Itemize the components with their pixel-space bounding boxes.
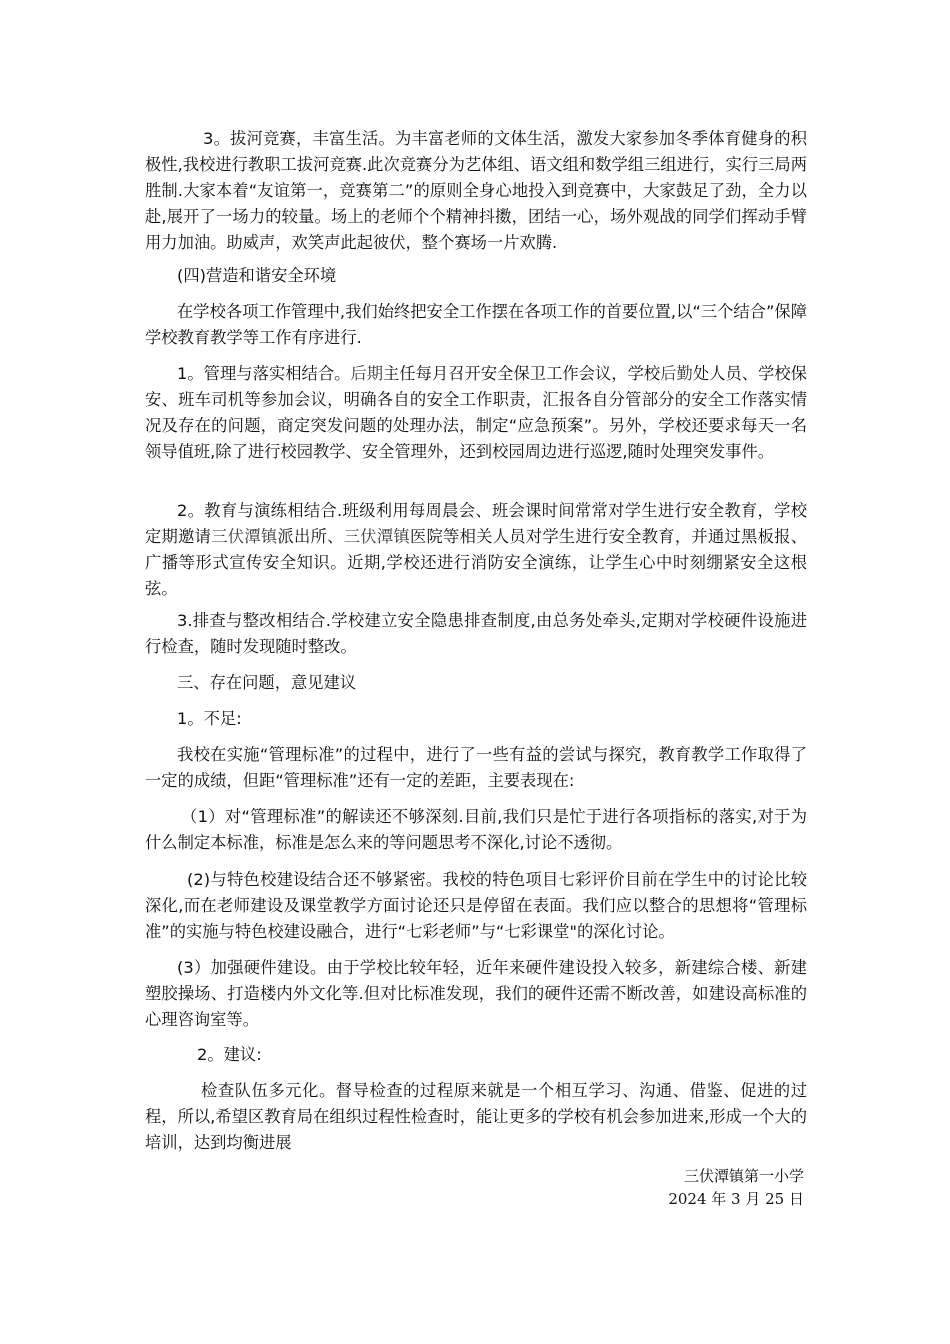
text-run: 主任每月召开安全保卫工作会议，学校 (383, 364, 661, 383)
body-text: 在学校各项工作管理中,我们始终把安全工作摆在各项工作的首要位置,以“三个结合”保障学校教育教学等工作有序进行. (145, 302, 807, 347)
text-run-serif: 后勤 (660, 364, 693, 383)
text-run-serif: 三伏潭镇 (211, 527, 278, 546)
paragraph-inspection (145, 608, 807, 660)
body-text: (3）加强硬件建设。由于学校比较年轻，近年来硬件建设投入较多，新建综合楼、新建塑胶操场、打造楼内外文化等.但对比标准发现，我们的硬件还需不断改善，如建设高标准的心理咨询室等。 (145, 958, 807, 1029)
paragraph-point-3 (145, 955, 807, 1033)
paragraph-tug-of-war (145, 126, 807, 256)
text-run-serif: 三伏潭镇 (343, 527, 410, 546)
paragraph-point-2 (145, 867, 807, 945)
heading-shortcomings (145, 706, 807, 732)
signature-school: 三伏潭镇第一小学 (683, 1167, 804, 1185)
text-run-serif: 后期 (350, 364, 384, 383)
paragraph-standard-intro (145, 742, 807, 794)
heading-suggestions (145, 1042, 807, 1068)
section-heading: 三、存在问题，意见建议 (177, 673, 357, 692)
section-heading: 1。不足: (177, 709, 242, 728)
body-text: 3.排查与整改相结合.学校建立安全隐患排查制度,由总务处牵头,定期对学校硬件设施进行检查，随时发现随时整改。 (145, 611, 807, 656)
signature-date: 2024 年 3 月 25 日 (668, 1190, 804, 1208)
section-heading: (四)营造和谐安全环境 (177, 266, 337, 285)
body-text: 检查队伍多元化。督导检查的过程原来就是一个相互学习、沟通、借鉴、促进的过程，所以,希望区教育局在组织过程性检查时，能让更多的学校有机会参加进来,形成一个大的培训，达到均衡进展 (145, 1081, 807, 1152)
body-text: （1）对“管理标准”的解读还不够深刻.目前,我们只是忙于进行各项指标的落实,对于为什么制定本标准，标准是怎么来的等问题思考不深化,讨论不透彻。 (145, 807, 807, 852)
body-text: (2)与特色校建设结合还不够紧密。我校的特色项目七彩评价目前在学生中的讨论比较深化,而在老师建设及课堂教学方面讨论还只是停留在表面。我们应以整合的思想将“管理标准”的实施与特色校建设融合，进行“七彩老师”与“七彩课堂"的深化讨论。 (145, 870, 807, 941)
section-heading: 2。建议: (197, 1045, 262, 1064)
heading-problems (145, 670, 807, 696)
heading-safety-environment (145, 263, 807, 289)
body-text (145, 498, 807, 602)
body-text: 3。拔河竞赛，丰富生活。为丰富老师的文体生活，激发大家参加冬季体育健身的积极性,我校进行教职工拔河竞赛.此次竞赛分为艺体组、语文组和数学组三组进行，实行三局两胜制.大家本着“友谊第一，竞赛第二”的原则全身心地投入到竞赛中，大家鼓足了劲，全力以赴,展开了一场力的较量。场上的老师个个精神抖擞，团结一心，场外观战的同学们挥动手臂用力加油。助威声，欢笑声此起彼伏，整个赛场一片欢腾. (145, 129, 807, 252)
body-text: 我校在实施“管理标准”的过程中，进行了一些有益的尝试与探究，教育教学工作取得了一定的成绩，但距“管理标准”还有一定的差距，主要表现在: (145, 745, 807, 790)
paragraph-suggestion (145, 1078, 807, 1156)
paragraph-point-1 (145, 804, 807, 856)
paragraph-education-drill (145, 498, 807, 602)
paragraph-management (145, 361, 807, 465)
text-run: 2。教育与演练相结合.班级利用每周晨会、班会课时间常常对学生进行安全教育，学校定期邀请 (145, 501, 807, 546)
paragraph-safety-intro (145, 299, 807, 351)
body-text (145, 361, 807, 465)
text-run: 处人员、学校保安、班车司机等参加会议，明确各自的安全工作职责，汇报各自分管部分的安全工作落实情况及存在的问题，商定突发问题的处理办法，制定“应急预案”。另外，学校还要求每天一名领导值班,除了进行校园教学、安全管理外，还到校园周边进行巡逻,随时处理突发事件。 (145, 364, 807, 461)
text-run: 1。管理与落实相结合。 (177, 364, 351, 383)
text-run: 医院等相关人员对学生进行安全教育，并通过黑板报、广播等形式宣传安全知识。近期,学校还进行消防安全演练，让学生心中时刻绷紧安全这根弦。 (145, 527, 807, 598)
text-run: 派出所、 (277, 527, 344, 546)
